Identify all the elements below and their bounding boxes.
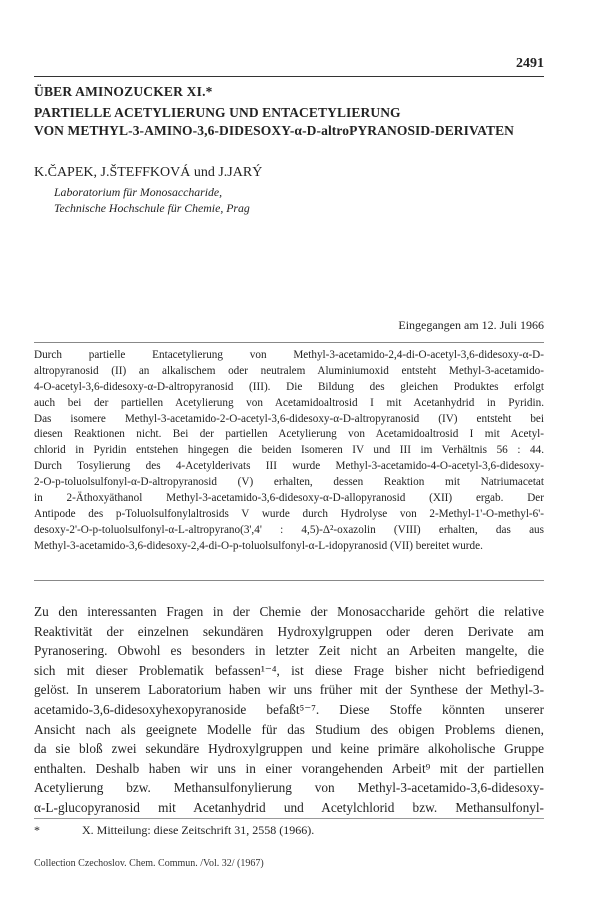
header-rule	[34, 76, 544, 77]
body-line: Acetylierung bzw. Methansulfonylierung von Methyl-3-acetamido-3,6-didesoxy-	[34, 780, 544, 796]
abstract	[34, 348, 544, 555]
title-line-2: PARTIELLE ACETYLIERUNG UND ENTACETYLIERUNG	[34, 105, 401, 120]
abstract-line: chlorid in Pyridin entstehen hingegen die beiden Isomeren IV und III im Verhältnis 56 : 44.	[34, 444, 544, 457]
body-line: sich mit dieser Problematik befassen¹⁻⁴, ist diese Frage bisher nicht befriedigend	[34, 662, 544, 678]
authors: K.ČAPEK, J.ŠTEFFKOVÁ und J.JARÝ	[34, 165, 263, 180]
title-line-1: ÜBER AMINOZUCKER XI.*	[34, 84, 213, 99]
abstract-line: Durch Tosylierung des 4-Acetylderivats III wurde Methyl-3-acetamido-4-O-acetyl-3,6-didesoxy-	[34, 460, 544, 473]
abstract-line: 2-O-p-toluolsulfonyl-α-D-altropyranosid (V) erhalten, dessen Reaktion mit Natriumacetat	[34, 476, 544, 489]
abstract-line: altropyranosid (II) an alkalischem oder neutralem Aluminiumoxid entsteht Methyl-3-acetamido-	[34, 364, 544, 377]
received-date: Eingegangen am 12. Juli 1966	[398, 318, 544, 332]
affiliation-line-1: Laboratorium für Monosaccharide,	[54, 185, 223, 199]
affiliation-line-2: Technische Hochschule für Chemie, Prag	[54, 201, 250, 215]
abstract-line: Antipode des p-Toluolsulfonylaltrosids V wurde durch Hydrolyse von 2-Methyl-1'-O-methyl-6'-	[34, 507, 544, 520]
body-line: acetamido-3,6-didesoxyhexopyranoside befaßt⁵⁻⁷. Diese Stoffe könnten unserer	[34, 701, 544, 717]
abstract-line: Durch partielle Entacetylierung von Methyl-3-acetamido-2,4-di-O-acetyl-3,6-didesoxy-α-D-	[34, 349, 544, 361]
journal-footer: Collection Czechoslov. Chem. Commun. /Vol. 32/ (1967)	[34, 858, 264, 869]
body-line: Pyranosering. Obwohl es besonders in letzter Zeit nicht an Arbeiten mangelte, die	[34, 643, 544, 659]
abstract-line: desoxy-2'-O-p-toluolsulfonyl-α-L-altropyrano(3',4' : 4,5)-Δ²-oxazolin (VIII) erhalten, das aus	[34, 523, 544, 536]
body-line: Zu den interessanten Fragen in der Chemie der Monosaccharide gehört die relative	[34, 604, 544, 619]
body-line: α-L-glucopyranosid mit Acetanhydrid und Acetylchlorid bzw. Methansulfonyl-	[34, 799, 544, 815]
body-line: gelöst. In unserem Laboratorium haben wir uns früher mit der Synthese der Methyl-3-	[34, 682, 544, 698]
abstract-bottom-rule	[34, 580, 544, 581]
abstract-line: 4-O-acetyl-3,6-didesoxy-α-D-altropyranosid (III). Die Bildung des gleichen Produktes erfolgt	[34, 380, 544, 393]
affiliation	[54, 184, 250, 216]
abstract-top-rule	[34, 342, 544, 343]
title-line-3: VON METHYL-3-AMINO-3,6-DIDESOXY-α-D-altroPYRANOSID-DERIVATEN	[34, 123, 515, 138]
footnote-marker: *	[34, 823, 40, 837]
body-line: da sie bloß zwei sekundäre Hydroxylgruppen und keine primäre alkoholische Gruppe	[34, 741, 544, 757]
footnote-text: X. Mitteilung: diese Zeitschrift 31, 2558 (1966).	[82, 823, 315, 837]
abstract-line: Methyl-3-acetamido-3,6-didesoxy-2,4-di-O-p-toluolsulfonyl-α-L-idopyranosid (VII) bereitet wurde.	[34, 539, 483, 552]
body-line: Ansicht nach als geeignete Modelle für das Studium des obigen Problems dienen,	[34, 721, 544, 737]
abstract-line: in 2-Äthoxyäthanol Methyl-3-acetamido-3,6-didesoxy-α-D-allopyranosid (XII) ergab. Der	[34, 492, 544, 505]
body-line: Reaktivität der einzelnen sekundären Hydroxylgruppen oder deren Derivate am	[34, 623, 544, 639]
footnote	[34, 823, 314, 838]
body-text	[34, 602, 544, 818]
page-number: 2491	[516, 56, 544, 71]
abstract-line: auch bei der partiellen Acetylierung von Acetamidoaltrosid I mit Acetanhydrid in Pyridin.	[34, 396, 544, 409]
abstract-line: Das isomere Methyl-3-acetamido-2-O-acetyl-3,6-didesoxy-α-D-altropyranosid (IV) entsteht bei	[34, 412, 544, 425]
footnote-rule	[34, 818, 544, 819]
body-line: enthalten. Deshalb haben wir uns in einer vorangehenden Arbeit⁹ mit der partiellen	[34, 760, 544, 776]
abstract-line: diesen Reaktionen nicht. Bei der partiellen Acetylierung von Acetamidoaltrosid I mit Acetyl-	[34, 428, 544, 441]
